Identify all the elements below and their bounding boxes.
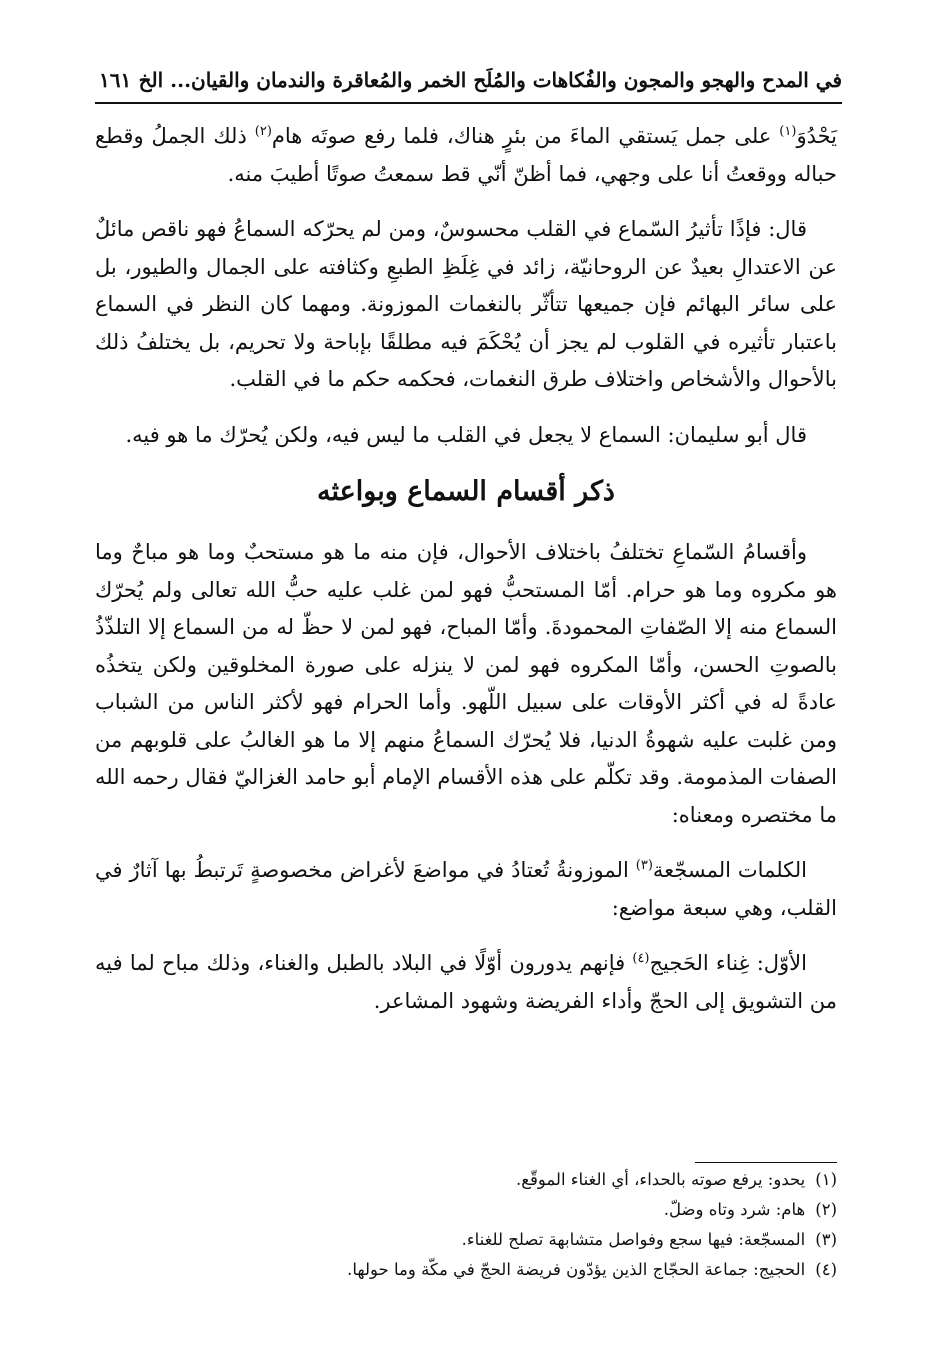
page-number: ١٦١	[99, 68, 132, 92]
paragraph-4: وأقسامُ السّماعِ تختلفُ باختلاف الأحوال، فإن منه ما هو مستحبٌ وما هو مباحٌ وما هو مكروه وما هو حرام. أمّا المستحبُّ فهو لمن غلب عليه حبُّ الله تعالى ولم يُحرّك السماع منه إلا الصّفاتِ المحمودةَ. وأمّا المباح، فهو لمن لا حظّ له من السماع إلا التلذّذُ بالصوتِ الحسن، وأمّا المكروه فهو لمن لا ينزله على صورة المخلوقين ولكن يتخذُه عادةً له في أكثر الأوقات على سبيل اللّهو. وأما الحرام فهو لأكثر الناس من الشباب ومن غلبت عليه شهوةُ الدنيا، فلا يُحرّك السماعُ منهم إلا ما هو الغالبُ على قلوبهم من الصفات المذمومة. وقد تكلّم على هذه الأقسام الإمام أبو حامد الغزاليّ فقال رحمه الله ما مختصره ومعناه:	[95, 540, 837, 827]
footnote-number: (٤)	[815, 1260, 837, 1279]
running-title: في المدح والهجو والمجون والفُكاهات والمُلَح الخمر والمُعاقرة والندمان والقيان... الخ	[138, 68, 842, 92]
footnote-text: المسجّعة: فيها سجع وفواصل متشابهة تصلح للغناء.	[461, 1230, 806, 1249]
footnote-divider	[695, 1162, 837, 1163]
paragraph-text: الكلمات المسجّعة	[652, 858, 807, 882]
paragraph-1	[95, 118, 837, 193]
footnote-ref: (١)	[779, 124, 797, 139]
paragraph-2: قال: فإذًا تأثيرُ السّماع في القلب محسوسٌ، ومن لم يحرّكه السماعُ فهو ناقص مائلٌ عن الاعتدالِ بعيدٌ عن الروحانيّة، زائد في غِلَظِ الطبعِ وكثافته على الجمال والطيور، بل على سائر البهائم فإن جميعها تتأثّر بالنغمات الموزونة. ومهما كان النظر في السماع باعتبار تأثيره في القلوب لم يجز أن يُحْكَمَ فيه مطلقًا بإباحة ولا تحريم، بل يختلفُ ذلك بالأحوال والأشخاص واختلاف طرق النغمات، فحكمه حكم ما في القلب.	[95, 217, 837, 391]
footnotes	[150, 1165, 837, 1285]
paragraph-text: يَحْدُوَ	[796, 124, 838, 148]
footnote-ref: (٢)	[254, 124, 272, 139]
paragraph-text: ذلك الجملُ وقطع حباله ووقعتُ أنا على وجهي، فما أظنّ أنّي قط سمعتُ صوتًا أطيبَ منه.	[95, 124, 837, 186]
footnote	[150, 1165, 837, 1195]
footnote-number: (٢)	[815, 1200, 837, 1219]
footnote-ref: (٤)	[632, 951, 650, 966]
paragraph-6	[95, 945, 837, 1020]
paragraph-text: فإنهم يدورون أوّلًا في البلاد بالطبل والغناء، وذلك مباح لما فيه من التشويق إلى الحجّ وأداء الفريضة وشهود المشاعر.	[95, 951, 837, 1013]
section-heading: ذكر أقسام السماع وبواعثه	[317, 476, 615, 507]
paragraph-text: الأوّل: غِناء الحَجيج	[649, 951, 807, 975]
footnote-text: الحجيج: جماعة الحجّاج الذين يؤدّون فريضة الحجّ في مكّة وما حولها.	[347, 1260, 806, 1279]
footnote-ref: (٣)	[635, 858, 653, 873]
footnote	[150, 1225, 837, 1255]
page-header	[95, 64, 842, 104]
footnote-text: هام: شرد وتاه وضلّ.	[663, 1200, 806, 1219]
footnote-text: يحدو: يرفع صوته بالحداء، أي الغناء الموقّع.	[515, 1170, 806, 1189]
footnote-number: (١)	[815, 1170, 837, 1189]
paragraph-3: قال أبو سليمان: السماع لا يجعل في القلب ما ليس فيه، ولكن يُحرّك ما هو فيه.	[125, 422, 807, 447]
paragraph-text: على جمل يَستقي الماءَ من بئرٍ هناك، فلما رفع صوتَه هام	[271, 124, 780, 148]
footnote-number: (٣)	[815, 1230, 837, 1249]
paragraph-5	[95, 852, 837, 927]
main-text	[95, 118, 837, 1038]
footnote	[150, 1195, 837, 1225]
footnote	[150, 1255, 837, 1285]
paragraph-text: الموزونةُ تُعتادُ في مواضعَ لأغراض مخصوصةٍ تَرتبطُ بها آثارٌ في القلب، وهي سبعة مواضع:	[95, 858, 837, 920]
